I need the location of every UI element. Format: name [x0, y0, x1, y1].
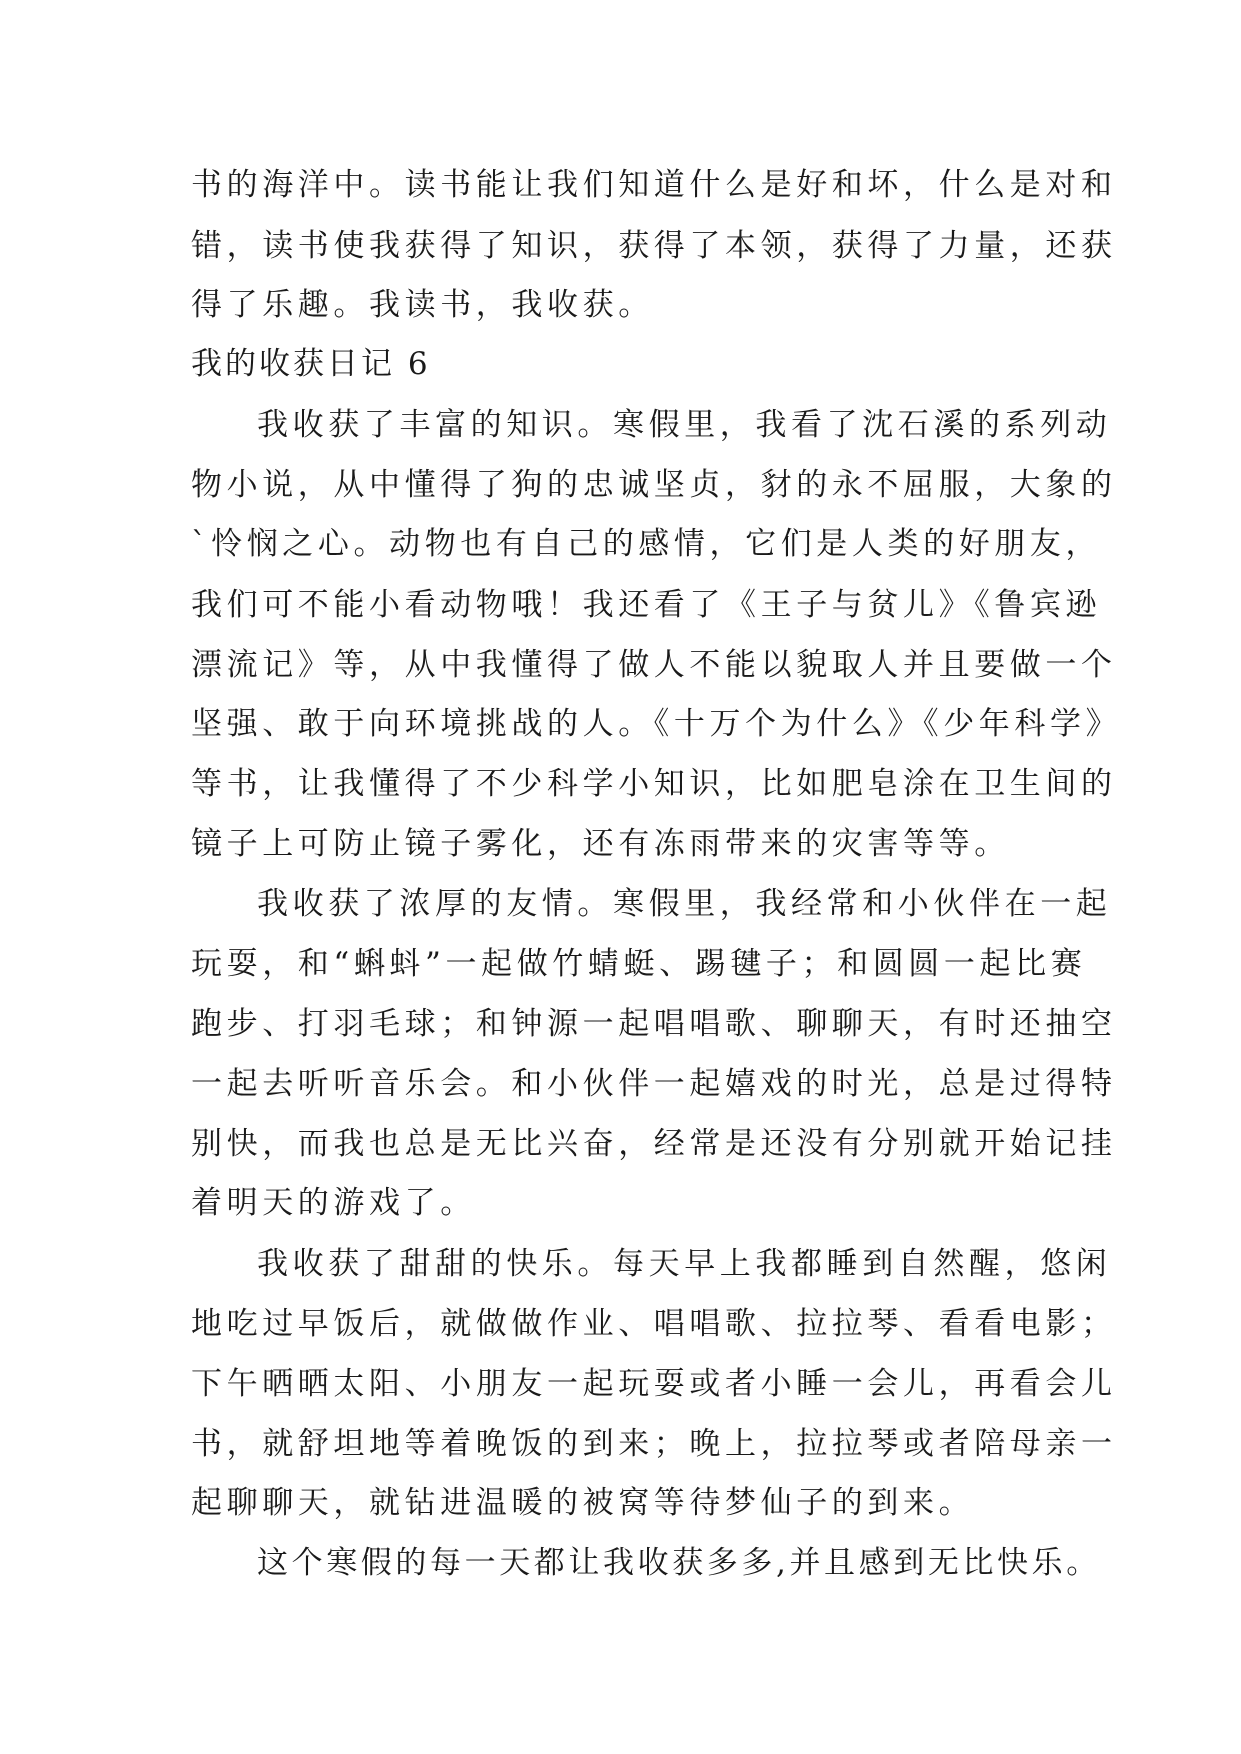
text-line: 错，读书使我获得了知识，获得了本领，获得了力量，还获	[191, 228, 1117, 264]
text-line: 物小说，从中懂得了狗的忠诚坚贞，豺的永不屈服，大象的	[191, 467, 1117, 503]
text-line: 这个寒假的每一天都让我收获多多,并且感到无比快乐。	[257, 1545, 1101, 1581]
text-line: 下午晒晒太阳、小朋友一起玩耍或者小睡一会儿，再看会儿	[191, 1366, 1117, 1402]
text-line: 书的海洋中。读书能让我们知道什么是好和坏，什么是对和	[191, 167, 1117, 203]
text-line: 我们可不能小看动物哦！我还看了《王子与贫儿》《鲁宾逊	[191, 587, 1102, 623]
text-line: 漂流记》等，从中我懂得了做人不能以貌取人并且要做一个	[191, 647, 1117, 683]
text-line: 玩耍，和“蝌蚪”一起做竹蜻蜓、踢毽子；和圆圆一起比赛	[191, 946, 1087, 982]
section-title: 我的收获日记 6	[191, 346, 431, 382]
text-line: 跑步、打羽毛球；和钟源一起唱唱歌、聊聊天，有时还抽空	[191, 1006, 1117, 1042]
text-line: 我收获了甜甜的快乐。每天早上我都睡到自然醒，悠闲	[257, 1246, 1112, 1282]
text-line: 我收获了丰富的知识。寒假里，我看了沈石溪的系列动	[257, 407, 1112, 443]
text-line: 得了乐趣。我读书，我收获。	[191, 287, 654, 323]
text-line: 起聊聊天，就钻进温暖的被窝等待梦仙子的到来。	[191, 1485, 975, 1521]
text-line: `怜悯之心。动物也有自己的感情，它们是人类的好朋友，	[191, 526, 1102, 562]
text-line: 书，就舒坦地等着晚饭的到来；晚上，拉拉琴或者陪母亲一	[191, 1426, 1117, 1462]
text-line: 坚强、敢于向环境挑战的人。《十万个为什么》《少年科学》	[191, 706, 1122, 742]
text-line: 我收获了浓厚的友情。寒假里，我经常和小伙伴在一起	[257, 886, 1112, 922]
text-line: 着明天的游戏了。	[191, 1185, 476, 1221]
text-line: 等书，让我懂得了不少科学小知识，比如肥皂涂在卫生间的	[191, 766, 1117, 802]
text-line: 别快，而我也总是无比兴奋，经常是还没有分别就开始记挂	[191, 1126, 1117, 1162]
text-line: 地吃过早饭后，就做做作业、唱唱歌、拉拉琴、看看电影；	[191, 1306, 1117, 1342]
text-line: 镜子上可防止镜子雾化，还有冻雨带来的灾害等等。	[191, 826, 1010, 862]
text-line: 一起去听听音乐会。和小伙伴一起嬉戏的时光，总是过得特	[191, 1066, 1117, 1102]
